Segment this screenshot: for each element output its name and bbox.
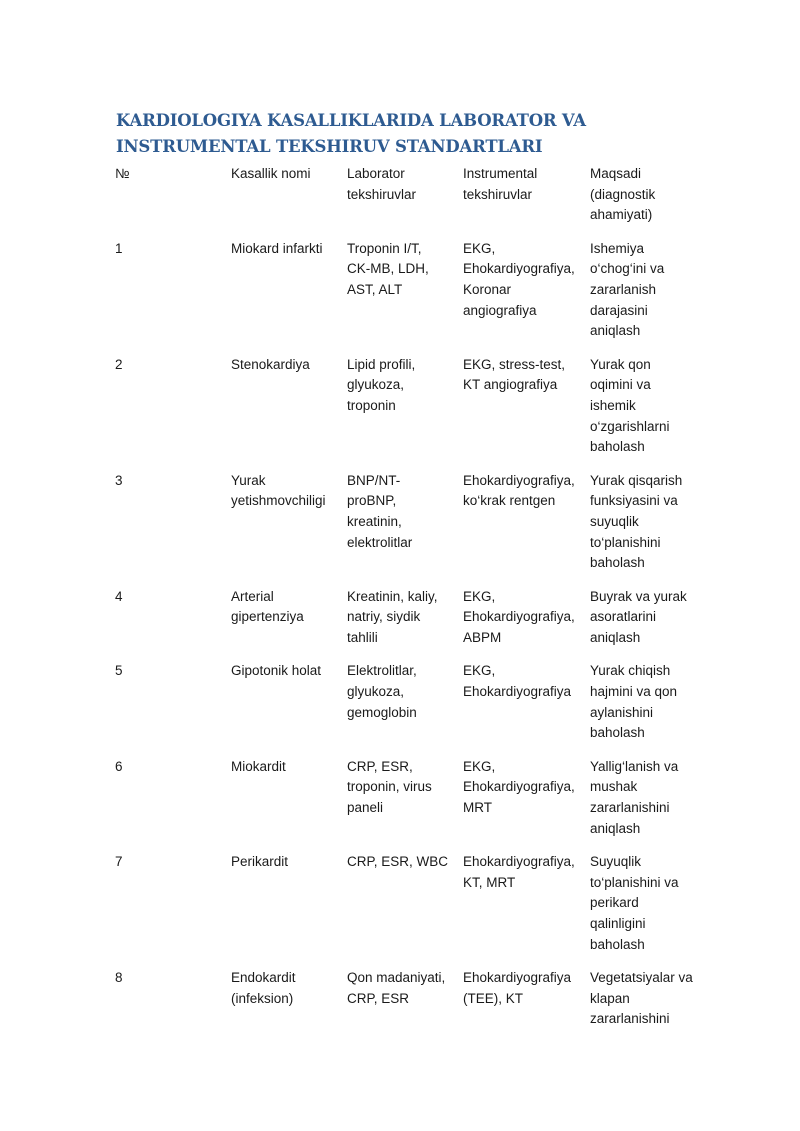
table-header-row (115, 164, 705, 239)
table-row (115, 471, 705, 587)
cell-number: 3 (115, 472, 123, 488)
table-row (115, 968, 705, 1043)
header-laboratory-tests: Laborator tekshiruvlar (347, 166, 417, 202)
cell-laboratory-tests: CRP, ESR, troponin, virus paneli (347, 758, 432, 816)
cell-purpose: Yallig‘lanish va mushak zararlanishini aniqlash (590, 758, 679, 836)
cell-laboratory-tests: BNP/NT- proBNP, kreatinin, elektrolitlar (347, 472, 413, 550)
cell-number: 6 (115, 758, 123, 774)
cell-disease-name: Stenokardiya (231, 356, 310, 372)
header-instrumental-tests: Instrumental tekshiruvlar (463, 166, 538, 202)
cell-purpose: Yurak qon oqimini va ishemik o‘zgarishlarni baholash (590, 356, 670, 455)
cell-purpose: Suyuqlik to‘planishini va perikard qalinligini baholash (590, 854, 679, 952)
table-row (115, 355, 705, 471)
header-disease-name: Kasallik nomi (231, 166, 311, 181)
cell-purpose: Yurak qisqarish funksiyasini va suyuqlik to‘planishini baholash (590, 472, 683, 571)
cell-instrumental-tests: EKG, Ehokardiyografiya (463, 663, 572, 700)
cell-laboratory-tests: CRP, ESR, WBC (347, 854, 449, 870)
table-row (115, 661, 705, 756)
cell-laboratory-tests: Kreatinin, kaliy, natriy, siydik tahlili (347, 588, 438, 645)
cell-instrumental-tests: Ehokardiyografiya, KT, MRT (463, 854, 575, 890)
cell-disease-name: Arterial gipertenziya (231, 588, 304, 625)
cell-number: 1 (115, 240, 123, 256)
cell-purpose: Vegetatsiyalar va klapan zararlanishini (590, 970, 693, 1027)
cell-disease-name: Gipotonik holat (231, 663, 322, 679)
document-title: KARDIOLOGIYA KASALLIKLARIDA LABORATOR VA INSTRUMENTAL TEKSHIRUV STANDARTLARI (116, 111, 586, 156)
header-number: № (115, 166, 130, 181)
cell-disease-name: Yurak yetishmovchiligi (231, 472, 326, 509)
cell-instrumental-tests: EKG, Ehokardiyografiya, ABPM (463, 588, 575, 645)
cell-purpose: Yurak chiqish hajmini va qon aylanishini baholash (590, 663, 678, 741)
cell-number: 7 (115, 854, 123, 870)
cell-number: 8 (115, 970, 123, 986)
cell-laboratory-tests: Troponin I/T, CK-MB, LDH, AST, ALT (347, 240, 429, 297)
cell-purpose: Ishemiya o‘chog‘ini va zararlanish darajasini aniqlash (590, 240, 665, 339)
cell-disease-name: Endokardit (infeksion) (231, 970, 296, 1006)
table-row (115, 757, 705, 852)
cell-laboratory-tests: Lipid profili, glyukoza, troponin (347, 356, 416, 413)
table-row (115, 239, 705, 355)
cell-instrumental-tests: EKG, Ehokardiyografiya, Koronar angiografiya (463, 240, 575, 318)
cell-disease-name: Miokardit (231, 758, 286, 774)
cell-laboratory-tests: Elektrolitlar, glyukoza, gemoglobin (347, 663, 417, 720)
header-purpose: Maqsadi (diagnostik ahamiyati) (590, 166, 656, 223)
cell-purpose: Buyrak va yurak asoratlarini aniqlash (590, 588, 687, 645)
cell-instrumental-tests: Ehokardiyografiya, ko‘krak rentgen (463, 472, 575, 509)
document-page (116, 108, 706, 1043)
cell-disease-name: Perikardit (231, 854, 289, 870)
cell-number: 2 (115, 356, 123, 372)
cell-number: 5 (115, 663, 123, 679)
cell-number: 4 (115, 588, 123, 604)
cell-laboratory-tests: Qon madaniyati, CRP, ESR (347, 970, 446, 1006)
table-row (115, 587, 705, 662)
cell-instrumental-tests: EKG, stress-test, KT angiografiya (463, 356, 566, 393)
standards-table (115, 164, 705, 1043)
table-row (115, 852, 705, 968)
cell-disease-name: Miokard infarkti (231, 240, 323, 256)
cell-instrumental-tests: EKG, Ehokardiyografiya, MRT (463, 758, 575, 816)
cell-instrumental-tests: Ehokardiyografiya (TEE), KT (463, 970, 572, 1006)
